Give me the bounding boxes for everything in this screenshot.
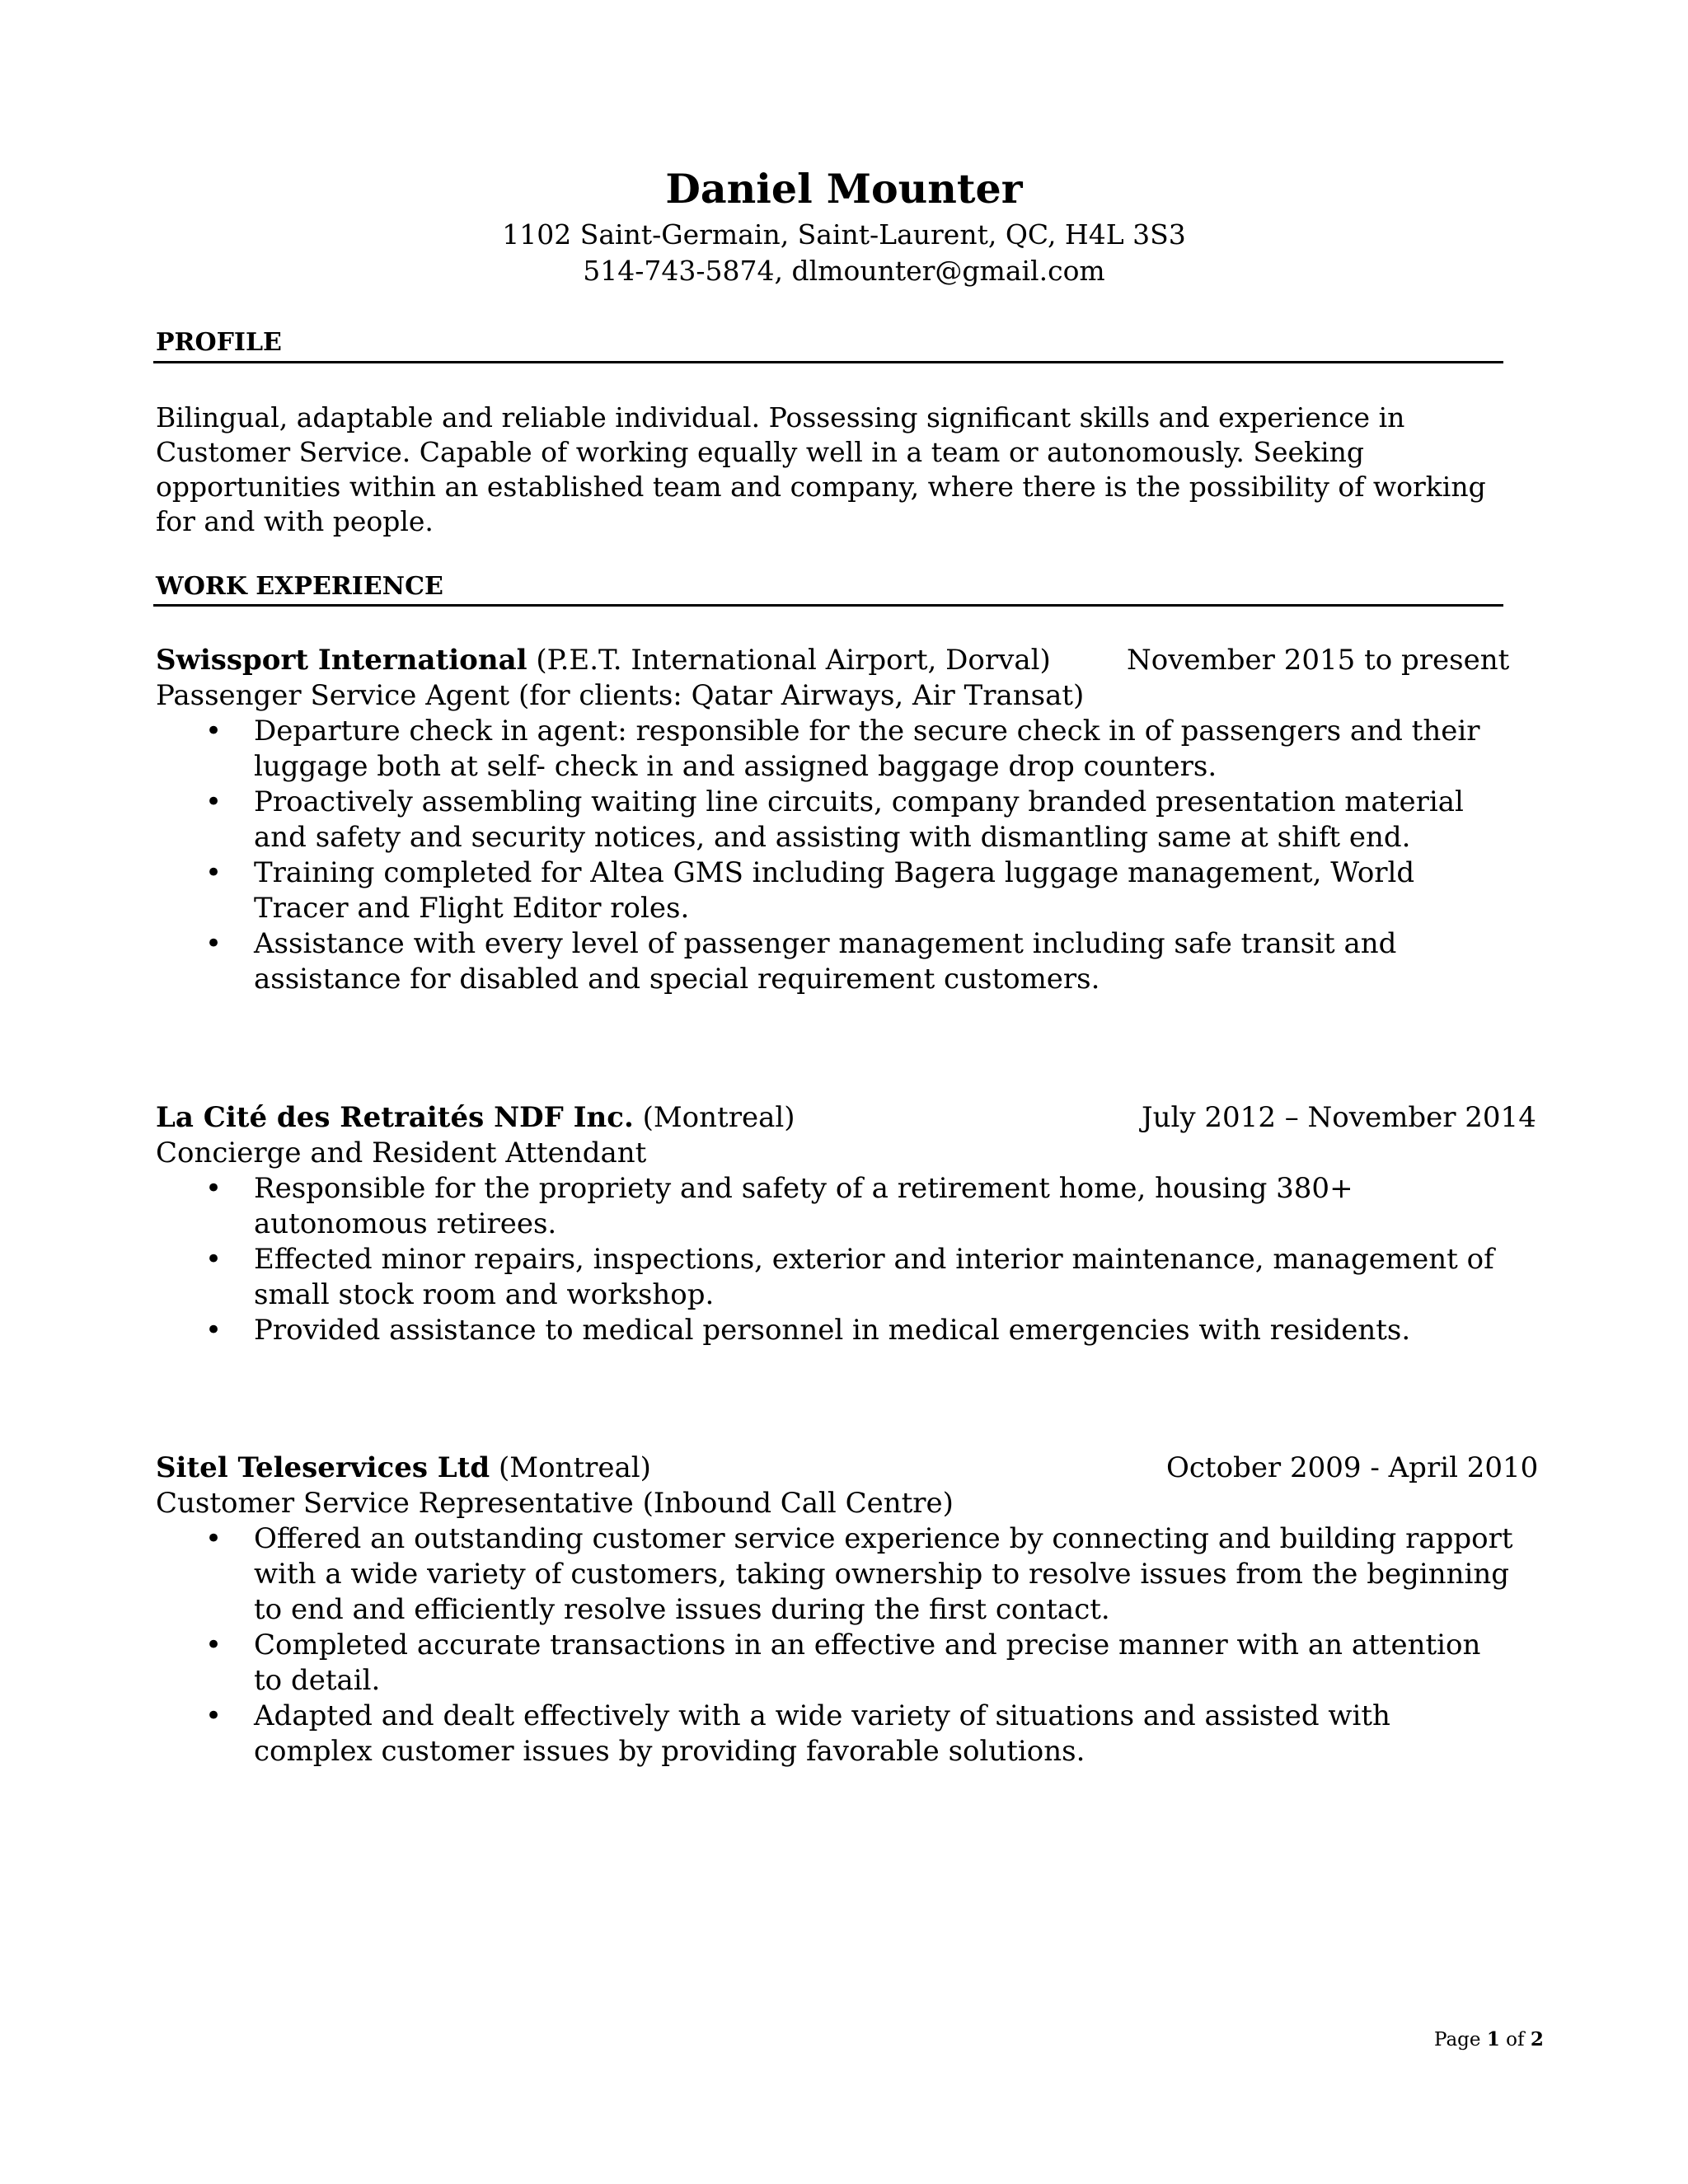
company-name: La Cité des Retraités NDF Inc.: [156, 1101, 634, 1134]
page-label: Page: [1434, 2029, 1487, 2050]
list-item: [156, 855, 1515, 926]
duty-text: Proactively assembling waiting line circuits, company branded presentation material and safety and security notices, and assisting with dismantling same at shift end.: [254, 785, 1464, 854]
job-role: Passenger Service Agent (for clients: Qatar Airways, Air Transat): [156, 679, 1085, 712]
address: 1102 Saint-Germain, Saint-Laurent, QC, H4L 3S3: [502, 218, 1186, 251]
duty-text: Effected minor repairs, inspections, exterior and interior maintenance, management of small stock room and workshop.: [254, 1243, 1494, 1311]
job-location: (Montreal): [490, 1451, 651, 1484]
list-item: [156, 714, 1515, 785]
bullet-icon: •: [205, 715, 223, 748]
page-of: of: [1499, 2029, 1531, 2050]
list-item: [156, 1242, 1515, 1313]
job-duties: [156, 1521, 1524, 1769]
job-role: Customer Service Representative (Inbound Call Centre): [156, 1487, 954, 1520]
bullet-icon: •: [205, 1243, 223, 1276]
candidate-name: Daniel Mounter: [665, 165, 1023, 213]
bullet-icon: •: [205, 1629, 223, 1661]
duty-text: Offered an outstanding customer service experience by connecting and building rapport with a wide variety of customers, taking ownership to resolve issues from the beginning to end and efficiently resolve issues during the first contact.: [254, 1522, 1513, 1626]
job-dates: October 2009 - April 2010: [1166, 1451, 1539, 1484]
profile-text: Bilingual, adaptable and reliable individual. Possessing significant skills and experience in Customer Service. Capable of working equally well in a team or autonomously. Seeking opportunities within an established team and company, where there is the possibility of working for and with people.: [156, 401, 1486, 537]
company-name: Sitel Teleservices Ltd: [156, 1451, 490, 1484]
bullet-icon: •: [205, 785, 223, 818]
profile-heading: PROFILE: [156, 328, 282, 357]
bullet-icon: •: [205, 1172, 223, 1205]
list-item: [156, 1699, 1515, 1769]
work-experience-heading: WORK EXPERIENCE: [156, 572, 443, 601]
job-title-line: [156, 1451, 1539, 1486]
bullet-icon: •: [205, 1314, 223, 1347]
list-item: [156, 1171, 1515, 1242]
job-entry: [156, 1451, 1539, 1769]
job-title-line: [156, 643, 1524, 678]
duty-text: Completed accurate transactions in an effective and precise manner with an attention to detail.: [254, 1629, 1481, 1697]
work-experience-divider: [153, 604, 1503, 607]
job-location: (Montreal): [633, 1101, 795, 1134]
profile-divider: [153, 361, 1503, 363]
job-duties: [156, 714, 1524, 997]
duty-text: Adapted and dealt effectively with a wide variety of situations and assisted with complex customer issues by providing favorable solutions.: [254, 1699, 1390, 1768]
job-duties: [156, 1171, 1524, 1348]
job-role: Concierge and Resident Attendant: [156, 1137, 647, 1169]
page-total: 2: [1530, 2028, 1544, 2050]
company-name: Swissport International: [156, 644, 528, 677]
job-location: (P.E.T. International Airport, Dorval): [527, 644, 1051, 677]
job-dates: July 2012 – November 2014: [1142, 1101, 1536, 1134]
job-dates: November 2015 to present: [1127, 644, 1510, 677]
bullet-icon: •: [205, 1522, 223, 1555]
phone-email: 514-743-5874, dlmounter@gmail.com: [583, 255, 1105, 287]
bullet-icon: •: [205, 1699, 223, 1732]
list-item: [156, 1313, 1515, 1348]
page-number: [1434, 2027, 1544, 2052]
list-item: [156, 1628, 1515, 1699]
list-item: [156, 785, 1515, 855]
duty-text: Training completed for Altea GMS including Bagera luggage management, World Tracer and Flight Editor roles.: [254, 856, 1415, 925]
duty-text: Departure check in agent: responsible for the secure check in of passengers and their luggage both at self- check in and assigned baggage drop counters.: [254, 715, 1480, 783]
bullet-icon: •: [205, 856, 223, 889]
duty-text: Provided assistance to medical personnel in medical emergencies with residents.: [254, 1314, 1411, 1347]
job-entry: [156, 1100, 1536, 1348]
list-item: [156, 926, 1515, 997]
duty-text: Assistance with every level of passenger management including safe transit and assistance for disabled and special requirement customers.: [254, 927, 1397, 996]
job-title-line: [156, 1100, 1536, 1136]
page-current: 1: [1486, 2028, 1500, 2050]
bullet-icon: •: [205, 927, 223, 960]
duty-text: Responsible for the propriety and safety of a retirement home, housing 380+ autonomous retirees.: [254, 1172, 1353, 1240]
job-entry: [156, 643, 1524, 997]
list-item: [156, 1521, 1515, 1628]
